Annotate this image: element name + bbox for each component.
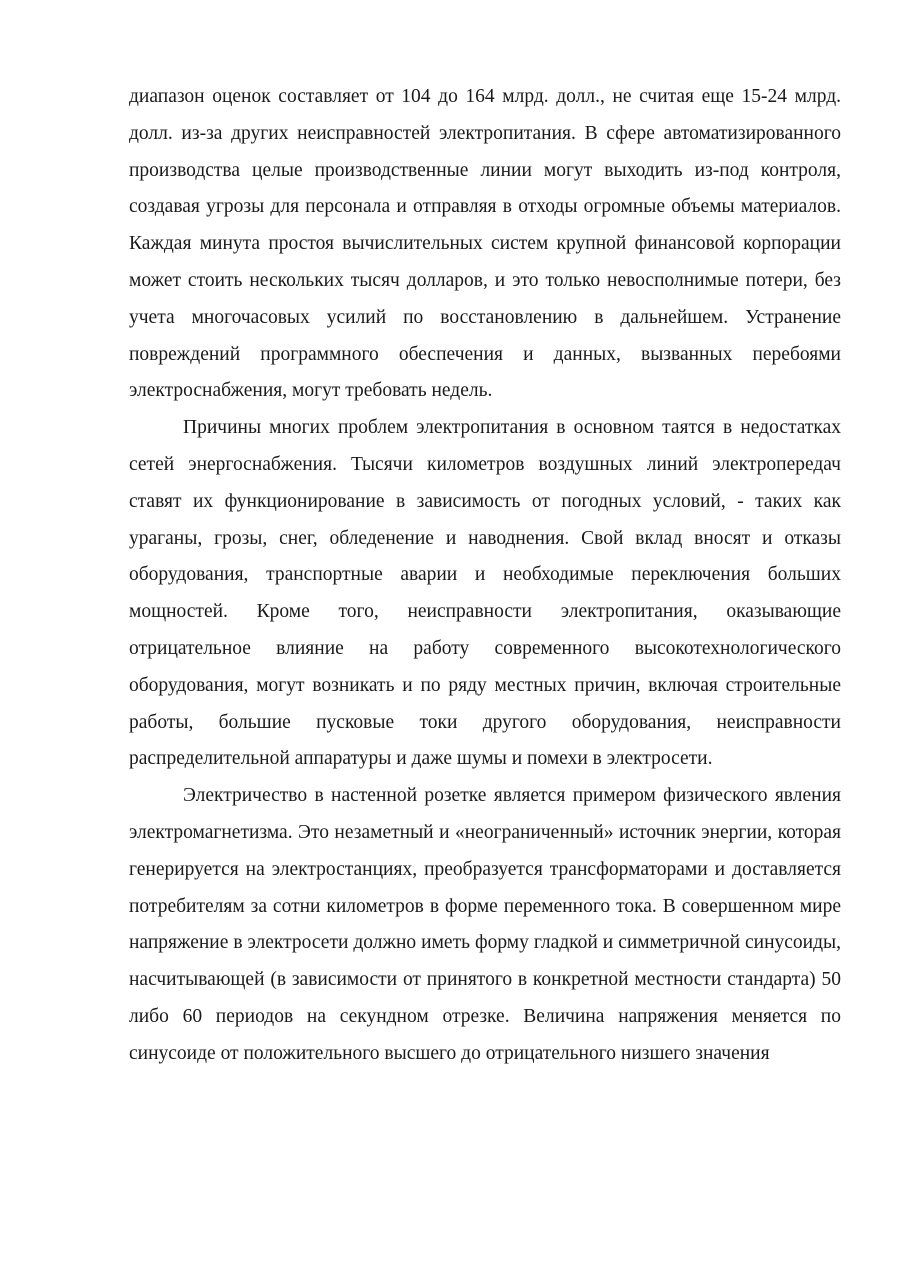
document-body — [129, 79, 841, 1073]
paragraph-3: Электричество в настенной розетке является примером физического явления электромагнетизма. Это незаметный и «неограниченный» источник энергии, которая генерируется на электростанциях, преобразуется трансформаторами и доставляется потребителям за сотни километров в форме переменного тока. В совершенном мире напряжение в электросети должно иметь форму гладкой и симметричной синусоиды, насчитывающей (в зависимости от принятого в конкретной местности стандарта) 50 либо 60 периодов на секундном отрезке. Величина напряжения меняется по синусоиде от положительного высшего до отрицательного низшего значения — [129, 785, 841, 1064]
paragraph-1: диапазон оценок составляет от 104 до 164 млрд. долл., не считая еще 15-24 млрд. долл. из-за других неисправностей электропитания. В сфере автоматизированного производства целые производственные линии могут выходить из-под контроля, создавая угрозы для персонала и отправляя в отходы огромные объемы материалов. Каждая минута простоя вычислительных систем крупной финансовой корпорации может стоить нескольких тысяч долларов, и это только невосполнимые потери, без учета многочасовых усилий по восстановлению в дальнейшем. Устранение повреждений программного обеспечения и данных, вызванных перебоями электроснабжения, могут требовать недель. — [129, 86, 841, 402]
paragraph-2: Причины многих проблем электропитания в основном таятся в недостатках сетей энергоснабжения. Тысячи километров воздушных линий электропередач ставят их функционирование в зависимость от погодных условий, - таких как ураганы, грозы, снег, обледенение и наводнения. Свой вклад вносят и отказы оборудования, транспортные аварии и необходимые переключения больших мощностей. Кроме того, неисправности электропитания, оказывающие отрицательное влияние на работу современного высокотехнологического оборудования, могут возникать и по ряду местных причин, включая строительные работы, большие пусковые токи другого оборудования, неисправности распределительной аппаратуры и даже шумы и помехи в электросети. — [129, 417, 841, 770]
